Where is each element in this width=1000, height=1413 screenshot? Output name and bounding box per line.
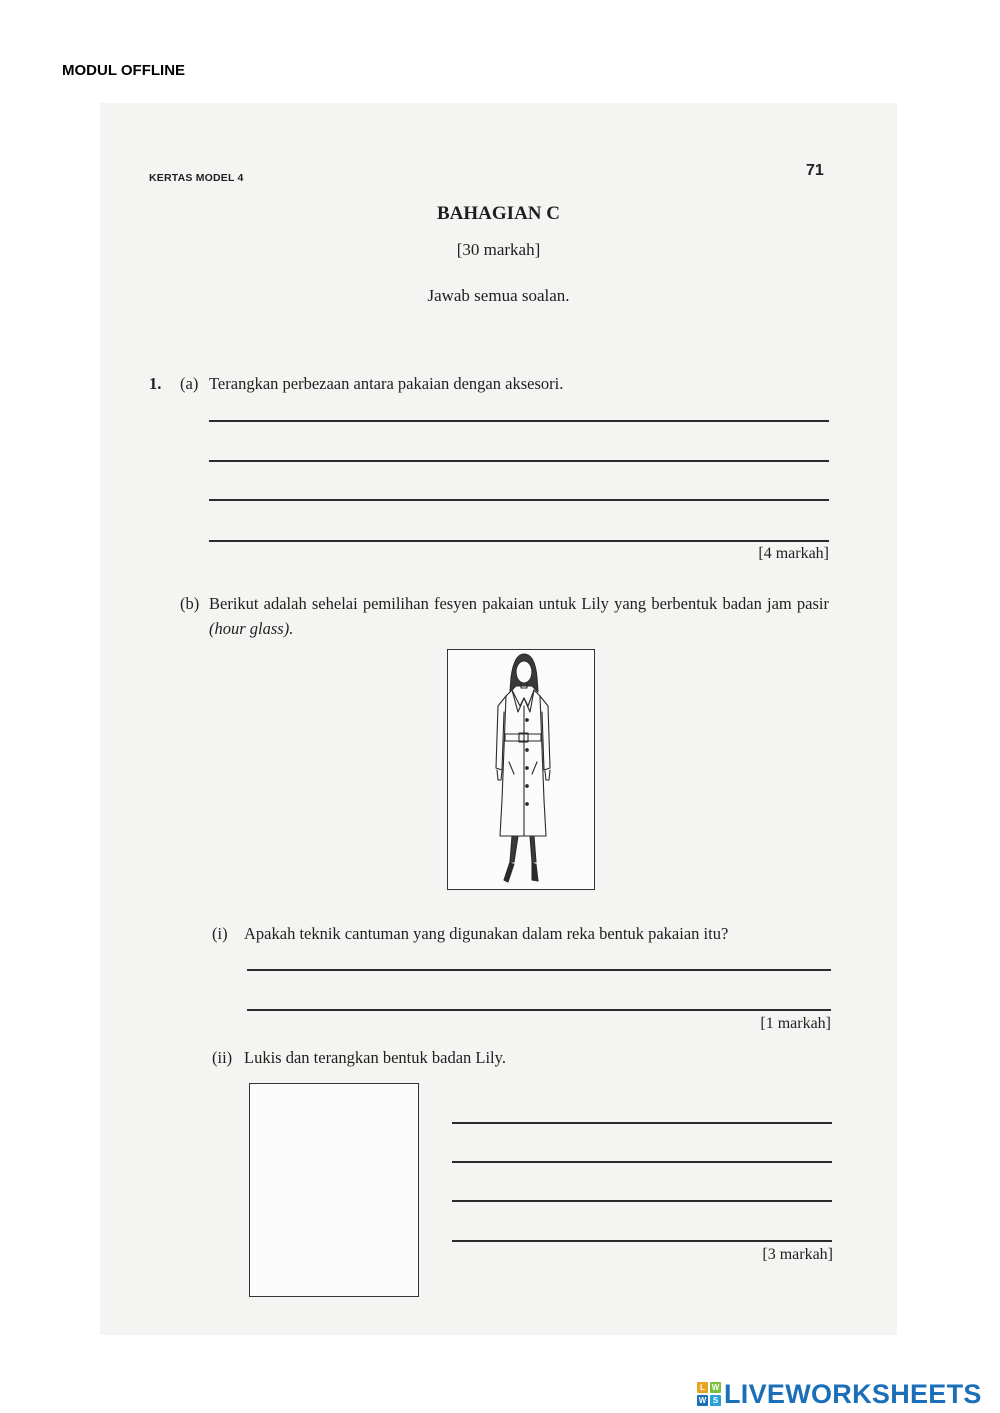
answer-line-ii4[interactable]: [452, 1240, 832, 1242]
page-number: 71: [806, 162, 824, 179]
fashion-figure: [447, 649, 595, 890]
module-label: MODUL OFFLINE: [62, 62, 186, 79]
instruction: Jawab semua soalan.: [427, 286, 570, 305]
woman-trench-coat-icon: [448, 650, 593, 888]
brand-name: LIVEWORKSHEETS: [724, 1378, 982, 1409]
part-a-marks: [4 markah]: [758, 545, 829, 562]
logo-tile: L: [697, 1382, 708, 1393]
logo-tile: S: [710, 1395, 721, 1406]
answer-line-i2[interactable]: [247, 1009, 831, 1011]
answer-line-i1[interactable]: [247, 969, 831, 971]
sub-i-question: Apakah teknik cantuman yang digunakan dalam reka bentuk pakaian itu?: [244, 924, 729, 943]
question-number: 1.: [149, 374, 162, 393]
logo-tile: W: [698, 1396, 707, 1405]
part-b-question-line1: Berikut adalah sehelai pemilihan fesyen pakaian untuk Lily yang berbentuk badan jam pasir: [209, 594, 829, 613]
sub-i-marks: [1 markah]: [760, 1015, 831, 1032]
sub-ii-question: Lukis dan terangkan bentuk badan Lily.: [244, 1048, 506, 1067]
answer-line-a2[interactable]: [209, 460, 829, 462]
answer-line-a1[interactable]: [209, 420, 829, 422]
part-b-label: (b): [180, 594, 200, 613]
answer-line-ii2[interactable]: [452, 1161, 832, 1163]
answer-line-ii1[interactable]: [452, 1122, 832, 1124]
drawing-box[interactable]: [249, 1083, 419, 1297]
section-marks: [30 markah]: [456, 240, 541, 259]
answer-line-a3[interactable]: [209, 499, 829, 501]
sub-i-label: (i): [212, 924, 228, 943]
liveworksheets-brand[interactable]: [697, 1379, 982, 1409]
sub-ii-marks: [3 markah]: [762, 1246, 833, 1263]
logo-tile: W: [711, 1383, 720, 1392]
part-b-question-line2: (hour glass).: [209, 619, 294, 638]
answer-line-ii3[interactable]: [452, 1200, 832, 1202]
answer-line-a4[interactable]: [209, 540, 829, 542]
section-title: BAHAGIAN C: [437, 203, 560, 224]
part-a-question: Terangkan perbezaan antara pakaian dengan aksesori.: [209, 374, 564, 393]
sub-ii-label: (ii): [212, 1048, 233, 1067]
liveworksheets-logo-icon: [697, 1382, 721, 1406]
paper-title: KERTAS MODEL 4: [149, 172, 244, 184]
part-a-label: (a): [180, 374, 199, 393]
